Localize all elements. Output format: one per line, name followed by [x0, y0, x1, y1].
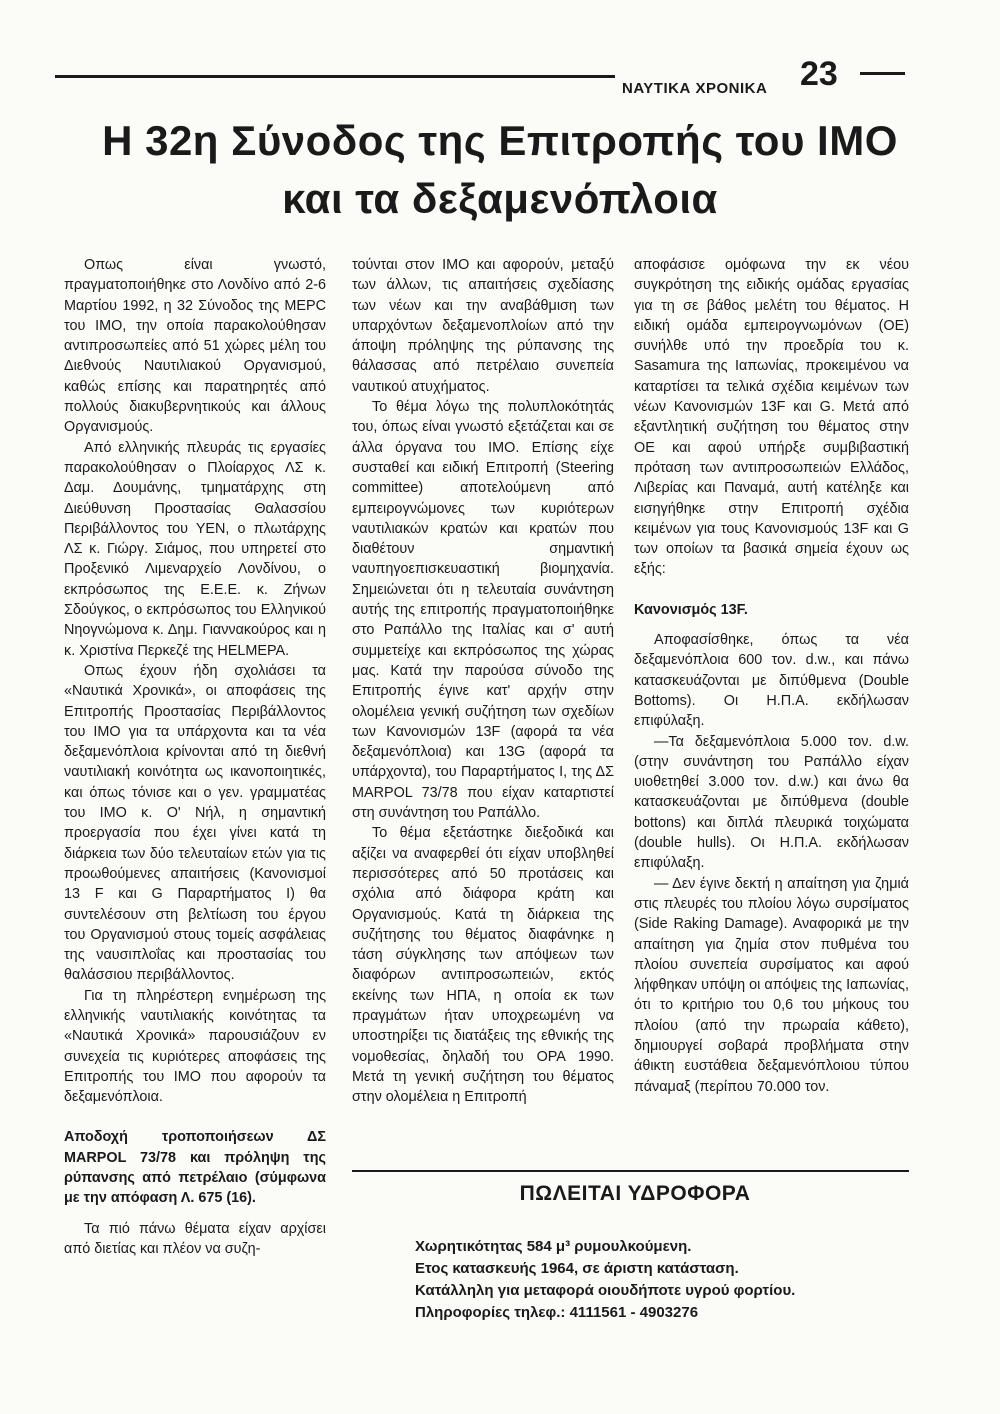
page-number: 23: [800, 55, 838, 93]
header-rule-left: [55, 75, 615, 78]
paragraph: Το θέμα εξετάστηκε διεξοδικά και αξίζει να αναφερθεί ότι είχαν υποβληθεί περισσότερες από 50 προτάσεις και σχόλια από διάφορα κράτη και Οργανισμούς. Κατά τη διάρκεια της συζήτησης του θέματος διαφάνηκε η τάση σύγκλησης των απόψεων των διαφόρων αντιπροσωπειών, εκτός εκείνης των ΗΠΑ, η οποία εκ των πραγμάτων ήταν υποχρεωμένη να υποστηρίξει τις διατάξεις της εθνικής της νομοθεσίας, δηλαδή του ΟΡΑ 1990. Μετά τη γενική συζήτηση του θέματος στην ολομέλεια η Επιτροπή: [352, 825, 614, 1106]
paragraph: τούνται στον ΙΜΟ και αφορούν, μεταξύ των άλλων, τις απαιτήσεις σχεδίασης των νέων και την αναβάθμιση των υπαρχόντων δεξαμενοπλοίων από την άποψη πρόληψης της ρύπανσης της θάλασσας από πετρέλαιο συνεπεία ναυτικού ατυχήματος.: [352, 257, 614, 395]
paragraph: — Δεν έγινε δεκτή η απαίτηση για ζημιά στις πλευρές του πλοίου λόγω συρσίματος (Side Raking Damage). Αναφορικά με την απαίτηση για ζημία στον πυθμένα του πλοίου συνεπεία συρσίματος και αφού λήφθηκαν υπόψη οι απόψεις της Ιαπωνίας, ότι το κριτήριο του 0,6 του μήκους του πλοίου (από την πρωραία κάθετο), δημιουργεί σοβαρά προβλήματα στην άθικτη ευστάθεια δεξαμενόπλοιου τύπου πάναμαξ (περίπου 70.000 τον.: [634, 875, 909, 1095]
article-column-2: [352, 255, 614, 1107]
paragraph: Αποφασίσθηκε, όπως τα νέα δεξαμενόπλοια 600 τον. d.w., και πάνω κατασκευάζονται με διπύθμενα (Double Bottoms). Οι Η.Π.Α. εκδήλωσαν επιφύλαξη.: [634, 632, 909, 730]
paragraph: Οπως έχουν ήδη σχολιάσει τα «Ναυτικά Χρονικά», οι αποφάσεις της Επιτροπής Προστασίας Περιβάλλοντος του ΙΜΟ για τα υπάρχοντα και τα νέα δεξαμενόπλοια κρίνονται από τη διεθνή ναυτιλιακή κοινότητα ως ικανοποιητικές, και όπως τόνισε και ο γεν. γραμματέας του ΙΜΟ κ. Ο' Νήλ, η σημαντική προεργασία που έχει γίνει κατά τη διάρκεια των δύο τελευταίων ετών για τις προωθούμενες απαιτήσεις (Κανονισμοί 13 F και G Παραρτήματος Ι) θα συντελέσουν στη βελτίωση του έργου του Οργανισμού στους τομείς ασφάλειας της ναυσιπλοΐας και προστασίας του θαλάσσιου περιβάλλοντος.: [64, 662, 326, 984]
advert-line: Ετος κατασκευής 1964, σε άριστη κατάσταση.: [415, 1260, 739, 1277]
section-subheading: Κανονισμός 13F.: [634, 601, 748, 618]
paragraph: Το θέμα λόγω της πολυπλοκότητάς του, όπως είναι γνωστό εξετάζεται και σε άλλα όργανα του ΙΜΟ. Επίσης είχε συσταθεί και ειδική Επιτροπή (Steering committee) αποτελούμενη από εμπειρογνώμονες των κυριότερων ναυτιλιακών κρατών και κρατών που διαθέτουν σημαντική ναυπηγοεπισκευαστική βιομηχανία. Σημειώνεται ότι η τελευταία συνάντηση αυτής της επιτροπής πραγματοποιήθηκε στο Ραπάλλο της Ιταλίας και σ' αυτή συμμετείχε και εκπρόσωπος της χώρας μας. Κατά την παρούσα σύνοδο της Επιτροπής έγινε κατ' αρχήν στην ολομέλεια γενική συζήτηση των σχεδίων των Κανονισμών 13F (αφορά τα νέα δεξαμενόπλοια) και 13G (αφορά τα υπάρχοντα), του Παραρτήματος Ι, της ΔΣ MARPOL 73/78 που είχαν καταρτιστεί στη συνάντηση του Ραπάλλο.: [352, 399, 614, 822]
article-column-1: [64, 255, 326, 1259]
advert-divider-rule: [352, 1170, 909, 1172]
paragraph: Τα πιό πάνω θέματα είχαν αρχίσει από διετίας και πλέον να συζη-: [64, 1220, 326, 1257]
article-headline: [60, 112, 940, 228]
publication-name: ΝΑΥΤΙΚΑ ΧΡΟΝΙΚΑ: [622, 80, 768, 97]
advert-contact-line: Πληροφορίες τηλεφ.: 4111561 - 4903276: [415, 1304, 699, 1321]
headline-line-1: Η 32η Σύνοδος της Επιτροπής του ΙΜΟ: [102, 117, 898, 164]
headline-line-2: και τα δεξαμενόπλοια: [282, 175, 718, 222]
advert-line: Χωρητικότητας 584 μ³ ρυμουλκούμενη.: [415, 1238, 692, 1255]
section-subheading: Αποδοχή τροποποιήσεων ΔΣ MARPOL 73/78 και πρόληψη της ρύπανσης από πετρέλαιο (σύμφωνα με την απόφαση Λ. 675 (16).: [64, 1129, 326, 1207]
advert-line: Κατάλληλη για μεταφορά οιουδήποτε υγρού φορτίου.: [415, 1282, 796, 1299]
paragraph: Από ελληνικής πλευράς τις εργασίες παρακολούθησαν ο Πλοίαρχος ΛΣ κ. Δαμ. Δουμάνης, τμηματάρχης στη Διεύθυνση Προστασίας Θαλασσίου Περιβάλλοντος του ΥΕΝ, ο πλωτάρχης ΛΣ κ. Γιώργ. Σιάμος, που υπηρετεί στο Προξενικό Λιμεναρχείο Λονδίνου, ο εκπρόσωπος της Ε.Ε.Ε. κ. Ζήνων Σδούγκος, ο εκπρόσωπος του Ελληνικού Νηογνώμονα κ. Δημ. Γιαννακούρος και η κ. Χριστίνα Περκεζέ της ΗΕLΜΕΡΑ.: [64, 439, 326, 659]
paragraph: —Τα δεξαμενόπλοια 5.000 τον. d.w. (στην συνάντηση του Ραπάλλο είχαν υιοθετηθεί 3.000 τον. d.w.) και άνω θα κατασκευάζονται με διπύθμενα (double bottons) και διπλά πλευρικά τοιχώματα (double hulls). Οι Η.Π.Α. εκδήλωσαν επιφύλαξη.: [634, 733, 909, 872]
paragraph: Οπως είναι γνωστό, πραγματοποιήθηκε στο Λονδίνο από 2-6 Μαρτίου 1992, η 32 Σύνοδος της ΜΕPC του ΙΜΟ, την οποία παρακολούθησαν αντιπροσωπείες από 51 χώρες μέλη του Διεθνούς Ναυτιλιακού Οργανισμού, καθώς επίσης και παρατηρητές από πολλούς διακυβερνητικούς και άλλους Οργανισμούς.: [64, 257, 326, 436]
paragraph: αποφάσισε ομόφωνα την εκ νέου συγκρότηση της ειδικής ομάδας εργασίας για τη σε βάθος μελέτη του θέματος. Η ειδική ομάδα εμπειρογνωμόνων (ΟΕ) συνήλθε υπό την προεδρία του κ. Sasamura της Ιαπωνίας, προκειμένου να καταρτίσει τα τελικά σχέδια κειμένων των νέων Κανονισμών 13F και G. Μετά από εξαντλητική συζήτηση του θέματος στην ΟΕ και αφού υπήρξε συμβιβαστική πρόταση των αντιπροσωπειών Ελλάδος, Λιβερίας και Παναμά, αυτή κατέληξε και εισηγήθηκε στην Επιτροπή σχέδια κειμένων για τους Κανονισμούς 13F και G των οποίων τα βασικά σημεία έχουν ως εξής:: [634, 257, 909, 578]
classified-advert: [360, 1182, 910, 1342]
article-column-3: [634, 255, 909, 1097]
advert-title: ΠΩΛΕΙΤΑΙ ΥΔΡΟΦΟΡΑ: [519, 1182, 751, 1205]
paragraph: Για τη πληρέστερη ενημέρωση της ελληνικής ναυτιλιακής κοινότητας τα «Ναυτικά Χρονικά» παρουσιάζουν εν συνεχεία τις κυριότερες αποφάσεις της Επιτροπής του ΙΜΟ που αφορούν τα δεξαμενόπλοια.: [64, 987, 326, 1106]
header-rule-right: [860, 72, 905, 75]
